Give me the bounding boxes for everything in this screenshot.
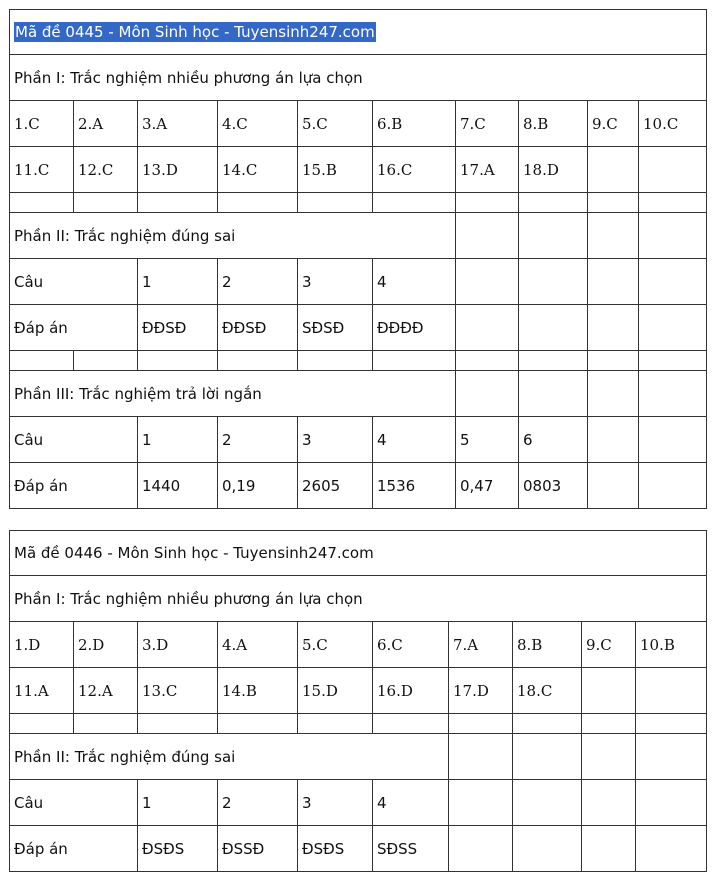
- question-number: 2: [218, 259, 298, 305]
- empty-cell: [636, 668, 707, 714]
- answer-cell: 3.A: [138, 101, 218, 147]
- answer-cell: 10.B: [636, 622, 707, 668]
- answer-cell: 3.D: [138, 622, 218, 668]
- empty-cell: [582, 826, 636, 872]
- answer-cell: 9.C: [588, 101, 639, 147]
- empty-cell: [639, 371, 707, 417]
- empty-cell: [513, 714, 582, 734]
- empty-cell: [449, 734, 513, 780]
- answer-cell: 13.C: [138, 668, 218, 714]
- empty-cell: [456, 371, 519, 417]
- question-number: 1: [138, 259, 218, 305]
- answer-label: Đáp án: [10, 826, 138, 872]
- empty-cell: [639, 259, 707, 305]
- answer-cell: 7.A: [449, 622, 513, 668]
- empty-cell: [582, 734, 636, 780]
- empty-cell: [456, 351, 519, 371]
- empty-cell: [449, 780, 513, 826]
- empty-cell: [74, 714, 138, 734]
- empty-cell: [138, 714, 218, 734]
- empty-cell: [74, 193, 138, 213]
- empty-cell: [298, 714, 373, 734]
- answer-cell: 15.D: [298, 668, 373, 714]
- answer-cell: 18.C: [513, 668, 582, 714]
- empty-cell: [588, 305, 639, 351]
- answer-cell: 7.C: [456, 101, 519, 147]
- question-number: 3: [298, 259, 373, 305]
- exam-title: [10, 10, 707, 55]
- empty-cell: [373, 714, 449, 734]
- empty-cell: [449, 714, 513, 734]
- question-number: 4: [373, 417, 456, 463]
- answer-cell: 0,47: [456, 463, 519, 509]
- empty-cell: [519, 213, 588, 259]
- empty-cell: [639, 417, 707, 463]
- empty-cell: [519, 371, 588, 417]
- answer-cell: 5.C: [298, 101, 373, 147]
- empty-cell: [639, 463, 707, 509]
- answer-cell: 12.A: [74, 668, 138, 714]
- part2-title: Phần II: Trắc nghiệm đúng sai: [10, 213, 456, 259]
- answer-cell: 13.D: [138, 147, 218, 193]
- question-number: 1: [138, 417, 218, 463]
- empty-cell: [588, 193, 639, 213]
- empty-cell: [373, 351, 456, 371]
- empty-cell: [456, 259, 519, 305]
- part3-title: Phần III: Trắc nghiệm trả lời ngắn: [10, 371, 456, 417]
- question-label: Câu: [10, 417, 138, 463]
- empty-cell: [74, 351, 138, 371]
- question-number: 4: [373, 780, 449, 826]
- answer-cell: 10.C: [639, 101, 707, 147]
- empty-cell: [582, 780, 636, 826]
- empty-cell: [218, 193, 298, 213]
- empty-cell: [588, 417, 639, 463]
- empty-cell: [519, 259, 588, 305]
- empty-cell: [298, 351, 373, 371]
- empty-cell: [513, 826, 582, 872]
- answer-cell: 2605: [298, 463, 373, 509]
- answer-cell: 17.D: [449, 668, 513, 714]
- question-number: 2: [218, 417, 298, 463]
- answer-cell: 2.A: [74, 101, 138, 147]
- empty-cell: [138, 351, 218, 371]
- empty-cell: [639, 193, 707, 213]
- empty-cell: [588, 463, 639, 509]
- empty-cell: [636, 826, 707, 872]
- exam-0446-answer-table: [9, 530, 707, 872]
- empty-cell: [10, 714, 74, 734]
- answer-cell: 6.B: [373, 101, 456, 147]
- empty-cell: [588, 351, 639, 371]
- answer-cell: 1.D: [10, 622, 74, 668]
- answer-cell: 1536: [373, 463, 456, 509]
- question-label: Câu: [10, 259, 138, 305]
- question-number: 3: [298, 780, 373, 826]
- answer-cell: 5.C: [298, 622, 373, 668]
- empty-cell: [373, 193, 456, 213]
- answer-cell: 16.C: [373, 147, 456, 193]
- exam-0445-answer-table: [9, 9, 707, 509]
- empty-cell: [639, 213, 707, 259]
- question-number: 4: [373, 259, 456, 305]
- answer-cell: ĐSĐS: [298, 826, 373, 872]
- empty-cell: [636, 714, 707, 734]
- empty-cell: [519, 193, 588, 213]
- answer-cell: 1.C: [10, 101, 74, 147]
- empty-cell: [218, 351, 298, 371]
- answer-cell: 1440: [138, 463, 218, 509]
- question-number: 6: [519, 417, 588, 463]
- empty-cell: [639, 305, 707, 351]
- answer-cell: 0,19: [218, 463, 298, 509]
- answer-cell: 14.B: [218, 668, 298, 714]
- empty-cell: [10, 193, 74, 213]
- empty-cell: [10, 351, 74, 371]
- empty-cell: [519, 351, 588, 371]
- empty-cell: [218, 714, 298, 734]
- answer-cell: 2.D: [74, 622, 138, 668]
- answer-cell: ĐSĐS: [138, 826, 218, 872]
- empty-cell: [582, 668, 636, 714]
- answer-cell: 17.A: [456, 147, 519, 193]
- answer-cell: 12.C: [74, 147, 138, 193]
- answer-cell: 0803: [519, 463, 588, 509]
- empty-cell: [138, 193, 218, 213]
- answer-label: Đáp án: [10, 305, 138, 351]
- answer-cell: ĐĐSĐ: [138, 305, 218, 351]
- empty-cell: [636, 780, 707, 826]
- empty-cell: [639, 147, 707, 193]
- empty-cell: [456, 193, 519, 213]
- answer-cell: ĐĐĐĐ: [373, 305, 456, 351]
- answer-cell: ĐSSĐ: [218, 826, 298, 872]
- question-number: 1: [138, 780, 218, 826]
- answer-label: Đáp án: [10, 463, 138, 509]
- exam-title: Mã đề 0446 - Môn Sinh học - Tuyensinh247.com: [10, 531, 707, 576]
- answer-cell: 16.D: [373, 668, 449, 714]
- empty-cell: [456, 305, 519, 351]
- answer-cell: 11.A: [10, 668, 74, 714]
- empty-cell: [636, 734, 707, 780]
- answer-cell: SĐSS: [373, 826, 449, 872]
- question-number: 3: [298, 417, 373, 463]
- empty-cell: [519, 305, 588, 351]
- answer-cell: 11.C: [10, 147, 74, 193]
- empty-cell: [582, 714, 636, 734]
- answer-cell: 8.B: [513, 622, 582, 668]
- answer-cell: 18.D: [519, 147, 588, 193]
- answer-cell: 15.B: [298, 147, 373, 193]
- empty-cell: [456, 213, 519, 259]
- answer-cell: 6.C: [373, 622, 449, 668]
- selected-title-text[interactable]: Mã đề 0445 - Môn Sinh học - Tuyensinh247.com: [15, 23, 375, 41]
- empty-cell: [513, 734, 582, 780]
- answer-cell: SĐSĐ: [298, 305, 373, 351]
- answer-cell: ĐĐSĐ: [218, 305, 298, 351]
- answer-cell: 14.C: [218, 147, 298, 193]
- answer-cell: 4.A: [218, 622, 298, 668]
- question-number: 2: [218, 780, 298, 826]
- answer-cell: 4.C: [218, 101, 298, 147]
- question-label: Câu: [10, 780, 138, 826]
- empty-cell: [588, 147, 639, 193]
- empty-cell: [449, 826, 513, 872]
- part1-title: Phần I: Trắc nghiệm nhiều phương án lựa chọn: [10, 55, 707, 101]
- empty-cell: [588, 259, 639, 305]
- empty-cell: [298, 193, 373, 213]
- empty-cell: [588, 213, 639, 259]
- empty-cell: [588, 371, 639, 417]
- empty-cell: [639, 351, 707, 371]
- empty-cell: [513, 780, 582, 826]
- part1-title: Phần I: Trắc nghiệm nhiều phương án lựa chọn: [10, 576, 707, 622]
- answer-cell: 8.B: [519, 101, 588, 147]
- answer-cell: 9.C: [582, 622, 636, 668]
- question-number: 5: [456, 417, 519, 463]
- part2-title: Phần II: Trắc nghiệm đúng sai: [10, 734, 449, 780]
